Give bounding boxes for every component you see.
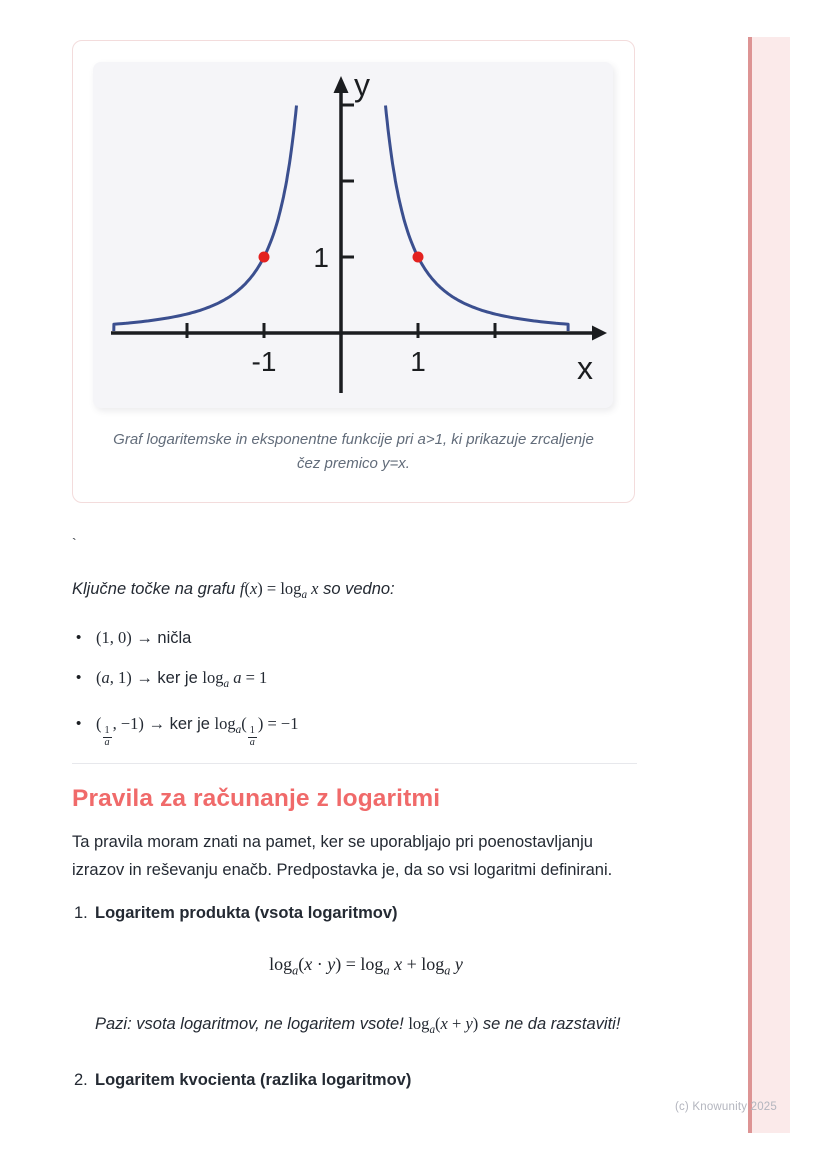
copyright-note: (c) Knowunity 2025 [674,1101,777,1113]
rules-list [72,901,637,1093]
section-divider [72,763,637,764]
rule-item-quotient [72,1068,637,1093]
plot-area [93,62,613,408]
fraction: $\frac{1}{a}$ [249,725,255,749]
section-heading: Pravila za računanje z logaritmi [72,784,441,812]
key-point-item [72,625,637,651]
rule-body [95,1068,637,1093]
x-tick-label: 1 [410,346,426,377]
bullet-dot: • [76,628,82,646]
rule-title: Logaritem kvocienta (razlika logaritmov) [95,1071,412,1090]
rule-formula: $\log_a(x \cdot y) = \log_a x + \log_a y$ [269,953,463,978]
rule-item-product [72,901,637,1043]
x-axis-arrow [592,326,607,341]
key-points-list [72,625,637,749]
key-point-text: ( $\frac{1}{a}$ , −1) → ker je $\log_a$( $\frac{1}{a}$ ) = −1 [96,713,299,749]
y-tick-label: 1 [313,242,329,273]
bullet-dot: • [76,714,82,732]
x-axis-label: x [577,350,593,386]
marked-point [413,252,424,263]
decor-stripe [748,37,790,1133]
content-column [72,40,637,1093]
curve-right [386,106,569,332]
curve-left [114,106,297,332]
section-paragraph: Ta pravila moram znati na pamet, ker se uporabljajo pri poenostavljanju izrazov in reševanju enačb. Predpostavka je, da so vsi logaritmi definirani. [72,832,613,879]
rule-note: Pazi: vsota logaritmov, ne logaritem vsote! $\log_a(x + y)$ se ne da razstaviti! [95,1014,621,1037]
rule-title: Logaritem produkta (vsota logaritmov) [95,903,398,922]
rule-number: 1. [74,903,88,922]
key-point-text: (1, 0) → ničla [96,627,192,647]
y-axis-label: y [354,67,370,103]
key-points-intro: Ključne točke na grafu $f(x) = \log_a x$ so vedno: [72,579,395,601]
marked-point [259,252,270,263]
figure-card [72,40,635,503]
rule-body [95,901,637,1043]
rule-number: 2. [74,1071,88,1090]
graph-svg [93,62,613,408]
y-axis-arrow [334,76,349,93]
key-point-item [72,665,637,697]
stray-backtick: ` [72,535,77,551]
figure-caption: Graf logaritemske in eksponentne funkcije pri a>1, ki prikazuje zrcaljenje čez premico y=x. [113,431,594,472]
key-point-text: (a, 1) → ker je $\log_a a = 1$ [96,667,268,690]
x-tick-label: -1 [251,346,277,377]
fraction: $\frac{1}{a}$ [104,725,110,749]
bullet-dot: • [76,668,82,686]
key-point-item [72,711,637,749]
